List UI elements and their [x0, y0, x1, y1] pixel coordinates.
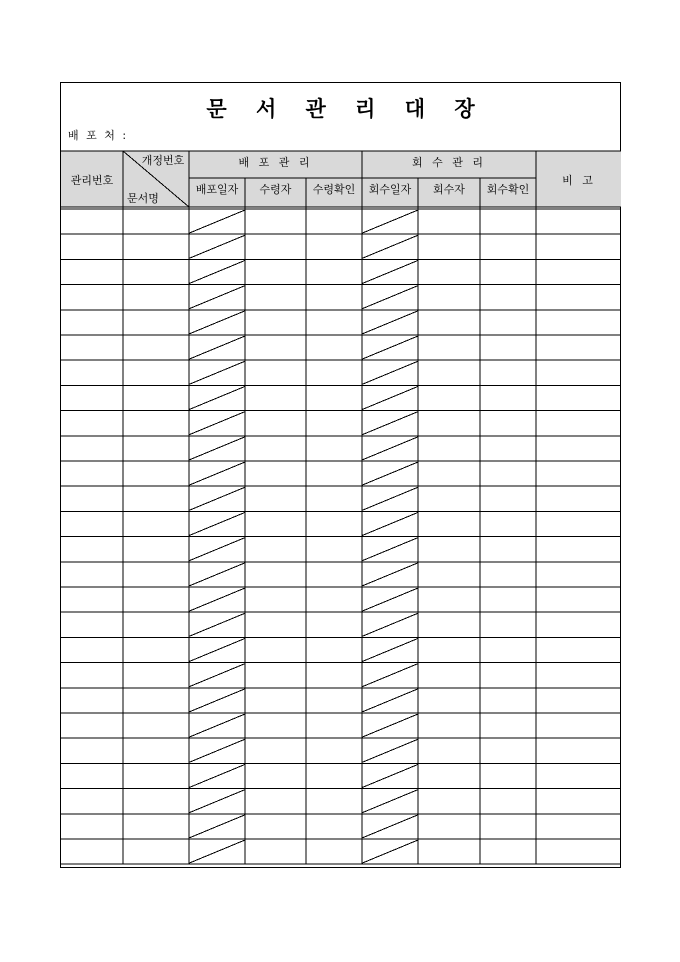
header-coll-confirm: 회수확인: [486, 183, 530, 196]
dist-date-strike: [189, 563, 245, 586]
dist-date-strike: [189, 437, 245, 460]
dist-date-strike: [189, 210, 245, 233]
coll-date-strike: [362, 638, 418, 661]
dist-date-strike: [189, 336, 245, 359]
dist-date-strike: [189, 462, 245, 485]
coll-date-strike: [362, 538, 418, 561]
dist-date-strike: [189, 613, 245, 636]
header-mgmt-no: 관리번호: [70, 174, 114, 187]
dist-date-strike: [189, 588, 245, 611]
coll-date-strike: [362, 739, 418, 762]
dist-date-strike: [189, 538, 245, 561]
dist-date-strike: [189, 840, 245, 863]
dist-date-strike: [189, 386, 245, 409]
dist-date-strike: [189, 739, 245, 762]
header-dist-date: 배포일자: [195, 183, 239, 196]
dist-date-strike: [189, 487, 245, 510]
header-collector: 회수자: [433, 183, 465, 196]
coll-date-strike: [362, 613, 418, 636]
header-distribution-group: 배 포 관 리: [238, 156, 313, 169]
dist-date-strike: [189, 286, 245, 309]
coll-date-strike: [362, 689, 418, 712]
coll-date-strike: [362, 764, 418, 787]
coll-date-strike: [362, 588, 418, 611]
dist-date-strike: [189, 361, 245, 384]
header-revision-no: 개정번호: [141, 154, 185, 167]
coll-date-strike: [362, 437, 418, 460]
header-collection-group: 회 수 관 리: [412, 156, 486, 169]
coll-date-strike: [362, 563, 418, 586]
header-recipient: 수령자: [259, 183, 292, 196]
dist-date-strike: [189, 815, 245, 838]
dist-date-strike: [189, 260, 245, 283]
coll-date-strike: [362, 512, 418, 535]
coll-date-strike: [362, 361, 418, 384]
coll-date-strike: [362, 840, 418, 863]
header-coll-date: 회수일자: [368, 183, 412, 196]
header-doc-name: 문서명: [127, 192, 159, 205]
coll-date-strike: [362, 311, 418, 334]
coll-date-strike: [362, 664, 418, 687]
dist-date-strike: [189, 311, 245, 334]
dist-date-strike: [189, 764, 245, 787]
coll-date-strike: [362, 235, 418, 258]
coll-date-strike: [362, 412, 418, 435]
header-receipt-confirm: 수령확인: [312, 183, 356, 196]
coll-date-strike: [362, 210, 418, 233]
coll-date-strike: [362, 790, 418, 813]
dist-date-strike: [189, 235, 245, 258]
coll-date-strike: [362, 336, 418, 359]
header-remarks: 비 고: [562, 174, 596, 187]
dist-date-strike: [189, 512, 245, 535]
dist-date-strike: [189, 664, 245, 687]
coll-date-strike: [362, 386, 418, 409]
distribution-label: 배 포 처 :: [68, 129, 129, 142]
coll-date-strike: [362, 714, 418, 737]
coll-date-strike: [362, 462, 418, 485]
coll-date-strike: [362, 815, 418, 838]
dist-date-strike: [189, 638, 245, 661]
dist-date-strike: [189, 790, 245, 813]
dist-date-strike: [189, 714, 245, 737]
dist-date-strike: [189, 689, 245, 712]
document-title: 문 서 관 리 대 장: [206, 96, 486, 121]
coll-date-strike: [362, 487, 418, 510]
coll-date-strike: [362, 286, 418, 309]
dist-date-strike: [189, 412, 245, 435]
coll-date-strike: [362, 260, 418, 283]
document-frame: [60, 82, 621, 868]
